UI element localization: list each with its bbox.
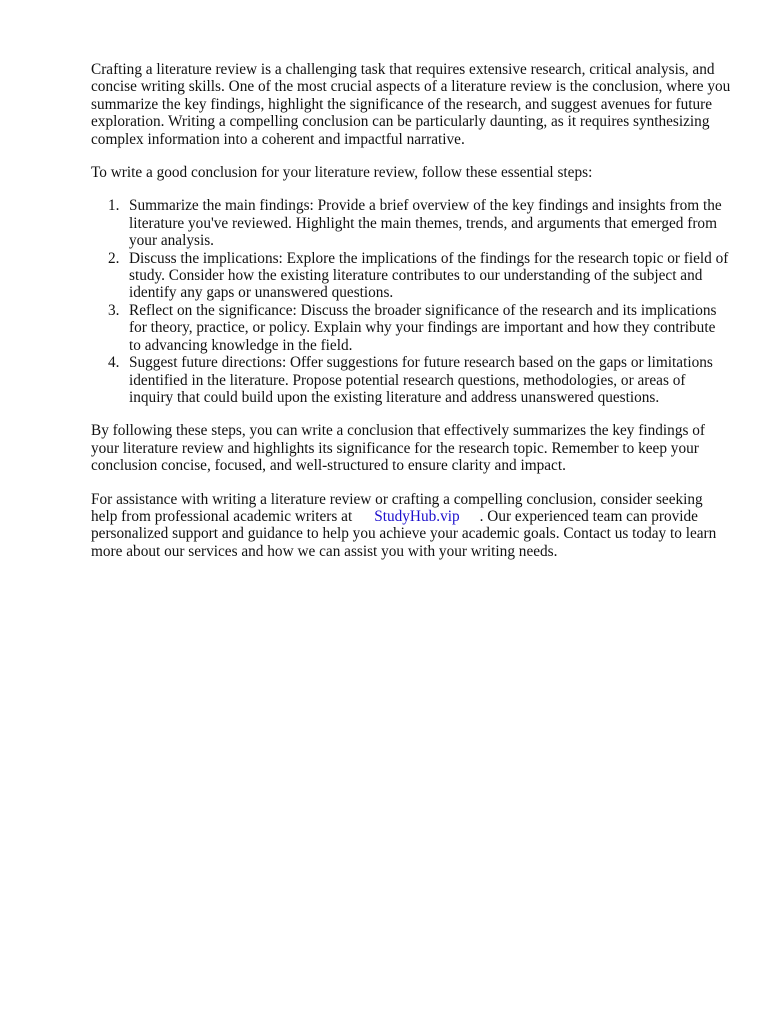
list-item [91,250,731,302]
list-item-text: Reflect on the significance: Discuss the broader significance of the research and its implications for theory, practice, or policy. Explain why your findings are important and how they contribute to advancing knowledge in the field. [129,301,717,354]
steps-intro-paragraph: To write a good conclusion for your literature review, follow these essential steps: [91,164,593,182]
document-page [91,61,731,576]
list-item-text: Summarize the main findings: Provide a brief overview of the key findings and insights from the literature you've reviewed. Highlight the main themes, trends, and arguments that emerged from your analysis. [129,197,722,250]
list-item-number: 1. [108,197,120,215]
list-item-number: 3. [108,301,120,319]
list-item-text: Suggest future directions: Offer suggestions for future research based on the gaps or limitations identified in the literature. Propose potential research questions, methodologies, or areas of inquiry that could build upon the existing literature and address unanswered questions. [129,354,713,406]
cta-paragraph [91,491,731,561]
list-item [91,302,731,354]
list-item [91,197,731,249]
list-item [91,354,731,406]
cta-text-before: For assistance with writing a literature review or crafting a compelling conclusion, consider seeking help from professional academic writers at [91,490,703,525]
list-item-number: 4. [108,354,120,372]
steps-list [91,197,731,406]
studyhub-link[interactable]: StudyHub.vip [374,507,460,525]
cta-text-after: . Our experienced team can provide personalized support and guidance to help you achieve your academic goals. Contact us today to learn more about our services and how we can assist you with your writing needs. [91,507,717,560]
list-item-text: Discuss the implications: Explore the implications of the findings for the research topic or field of study. Consider how the existing literature contributes to our understanding of the subject and identify any gaps or unanswered questions. [129,249,729,302]
list-item-number: 2. [108,249,120,267]
intro-paragraph: Crafting a literature review is a challenging task that requires extensive research, critical analysis, and concise writing skills. One of the most crucial aspects of a literature review is the conclusion, where you summarize the key findings, highlight the significance of the research, and suggest avenues for future exploration. Writing a compelling conclusion can be particularly daunting, as it requires synthesizing complex information into a coherent and impactful narrative. [91,61,731,148]
summary-paragraph: By following these steps, you can write a conclusion that effectively summarizes the key findings of your literature review and highlights its significance for the research topic. Remember to keep your conclusion concise, focused, and well-structured to ensure clarity and impact. [91,422,705,475]
